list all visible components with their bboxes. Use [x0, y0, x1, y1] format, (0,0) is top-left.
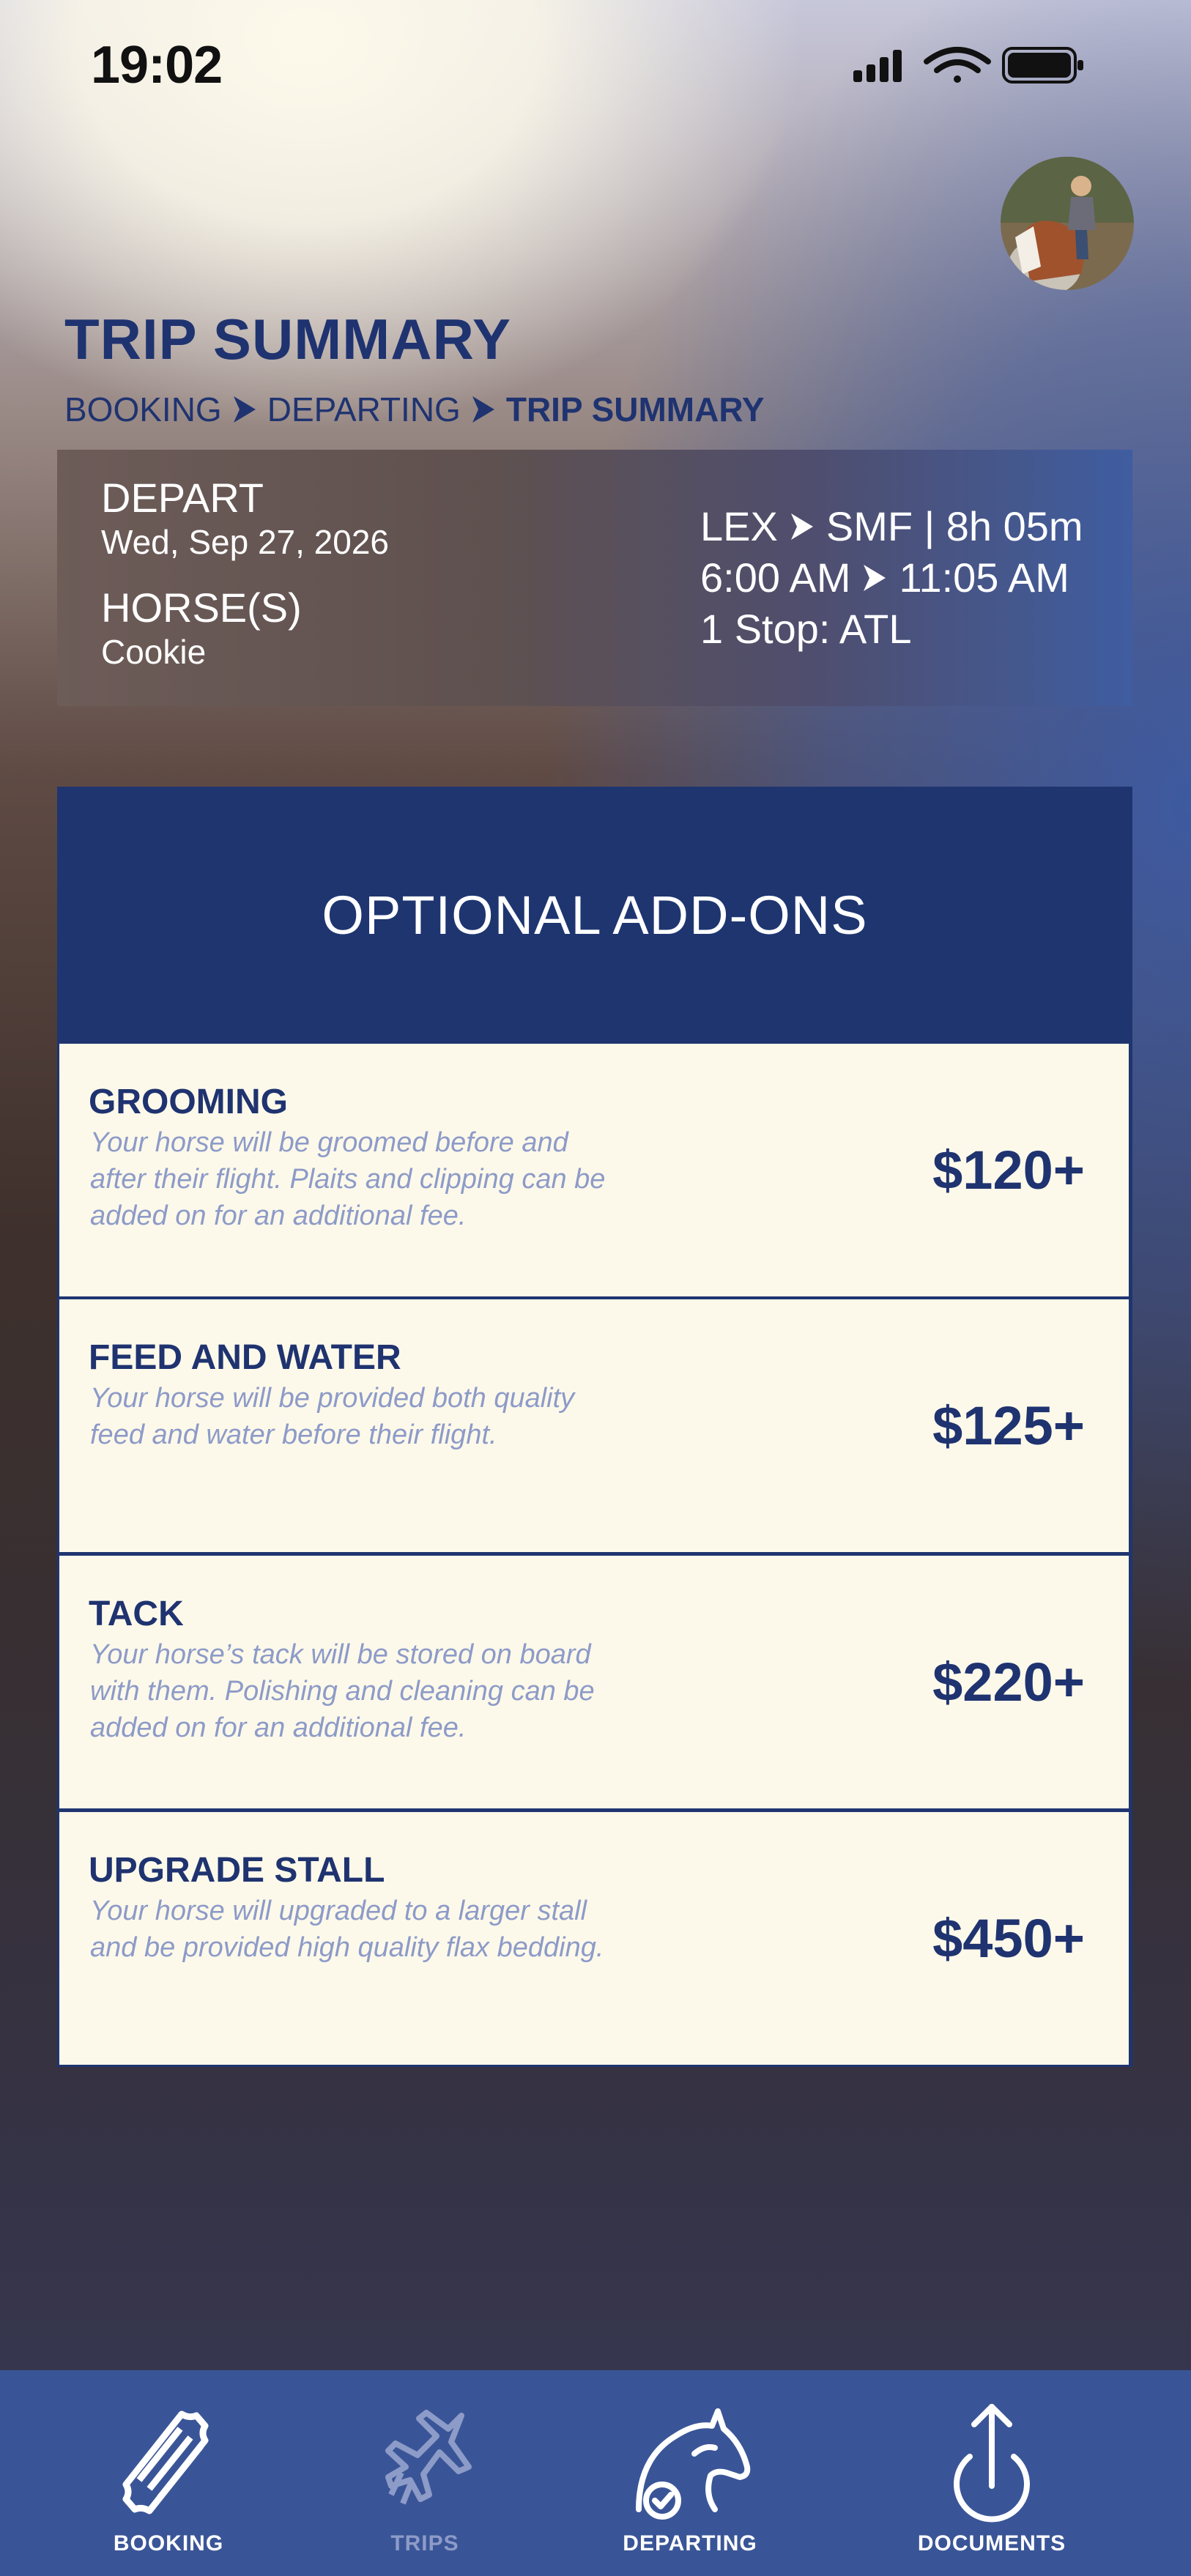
airplane-icon [359, 2399, 491, 2524]
battery-icon [1003, 48, 1083, 82]
arrow-right-icon [790, 512, 815, 541]
breadcrumb-trip-summary: TRIP SUMMARY [505, 390, 765, 428]
chevron-right-icon [471, 395, 496, 424]
status-time: 19:02 [91, 36, 223, 94]
addon-name: FEED AND WATER [89, 1338, 401, 1377]
addon-name: TACK [89, 1595, 184, 1633]
addon-item-feed-and-water[interactable] [59, 1299, 1129, 1552]
arrow-right-icon [862, 563, 887, 593]
bottom-tab-bar [0, 2370, 1191, 2576]
tab-label: DOCUMENTS [917, 2531, 1066, 2555]
breadcrumb-booking[interactable]: BOOKING [64, 390, 222, 428]
horses-label: HORSE(S) [101, 584, 302, 631]
signal-icon [853, 50, 902, 82]
addon-item-grooming[interactable] [59, 1044, 1129, 1296]
route-to: SMF | 8h 05m [825, 503, 1083, 549]
horses-value: Cookie [101, 633, 207, 671]
tab-label: TRIPS [390, 2531, 459, 2555]
addon-item-upgrade-stall[interactable] [59, 1812, 1129, 2065]
addon-price: $220+ [932, 1652, 1085, 1712]
stops-line: 1 Stop: ATL [700, 606, 912, 652]
time-line [700, 552, 1083, 604]
breadcrumb [64, 390, 765, 429]
upload-icon [926, 2399, 1058, 2524]
route-from: LEX [700, 503, 778, 549]
breadcrumb-departing[interactable]: DEPARTING [267, 390, 461, 428]
status-icons [853, 44, 1088, 88]
tab-trips[interactable] [359, 2370, 491, 2576]
addons-panel [57, 787, 1132, 2067]
addons-title: OPTIONAL ADD-ONS [322, 884, 868, 946]
addon-description: Your horse will be groomed before and after their flight. Plaits and clipping can be added on for an additional fee. [90, 1127, 606, 1231]
profile-avatar[interactable] [1001, 157, 1134, 290]
ticket-icon [103, 2399, 234, 2524]
addon-price: $125+ [932, 1395, 1085, 1456]
tab-label: BOOKING [113, 2531, 224, 2555]
depart-label: DEPART [101, 475, 264, 521]
trip-details-card [57, 450, 1132, 706]
horse-check-icon [624, 2399, 756, 2524]
tab-label: DEPARTING [623, 2531, 757, 2555]
addon-name: UPGRADE STALL [89, 1851, 385, 1890]
depart-date: Wed, Sep 27, 2026 [101, 523, 389, 561]
tab-departing[interactable] [624, 2370, 756, 2576]
wifi-icon [927, 50, 988, 83]
route-line [700, 501, 1083, 552]
tab-documents[interactable] [917, 2370, 1066, 2576]
tab-booking[interactable] [103, 2370, 234, 2576]
chevron-right-icon [232, 395, 257, 424]
addon-name: GROOMING [89, 1083, 288, 1121]
addon-description: Your horse’s tack will be stored on board with them. Polishing and cleaning can be added on for an additional fee. [90, 1639, 595, 1743]
addon-description: Your horse will upgraded to a larger stall and be provided high quality flax bedding. [90, 1896, 604, 1963]
addon-price: $120+ [932, 1140, 1085, 1200]
time-depart: 6:00 AM [700, 554, 851, 601]
addon-price: $450+ [932, 1908, 1085, 1969]
addon-item-tack[interactable] [59, 1556, 1129, 1808]
time-arrive: 11:05 AM [899, 554, 1069, 601]
addon-description: Your horse will be provided both quality feed and water before their flight. [90, 1383, 575, 1450]
page-title: TRIP SUMMARY [64, 307, 512, 371]
